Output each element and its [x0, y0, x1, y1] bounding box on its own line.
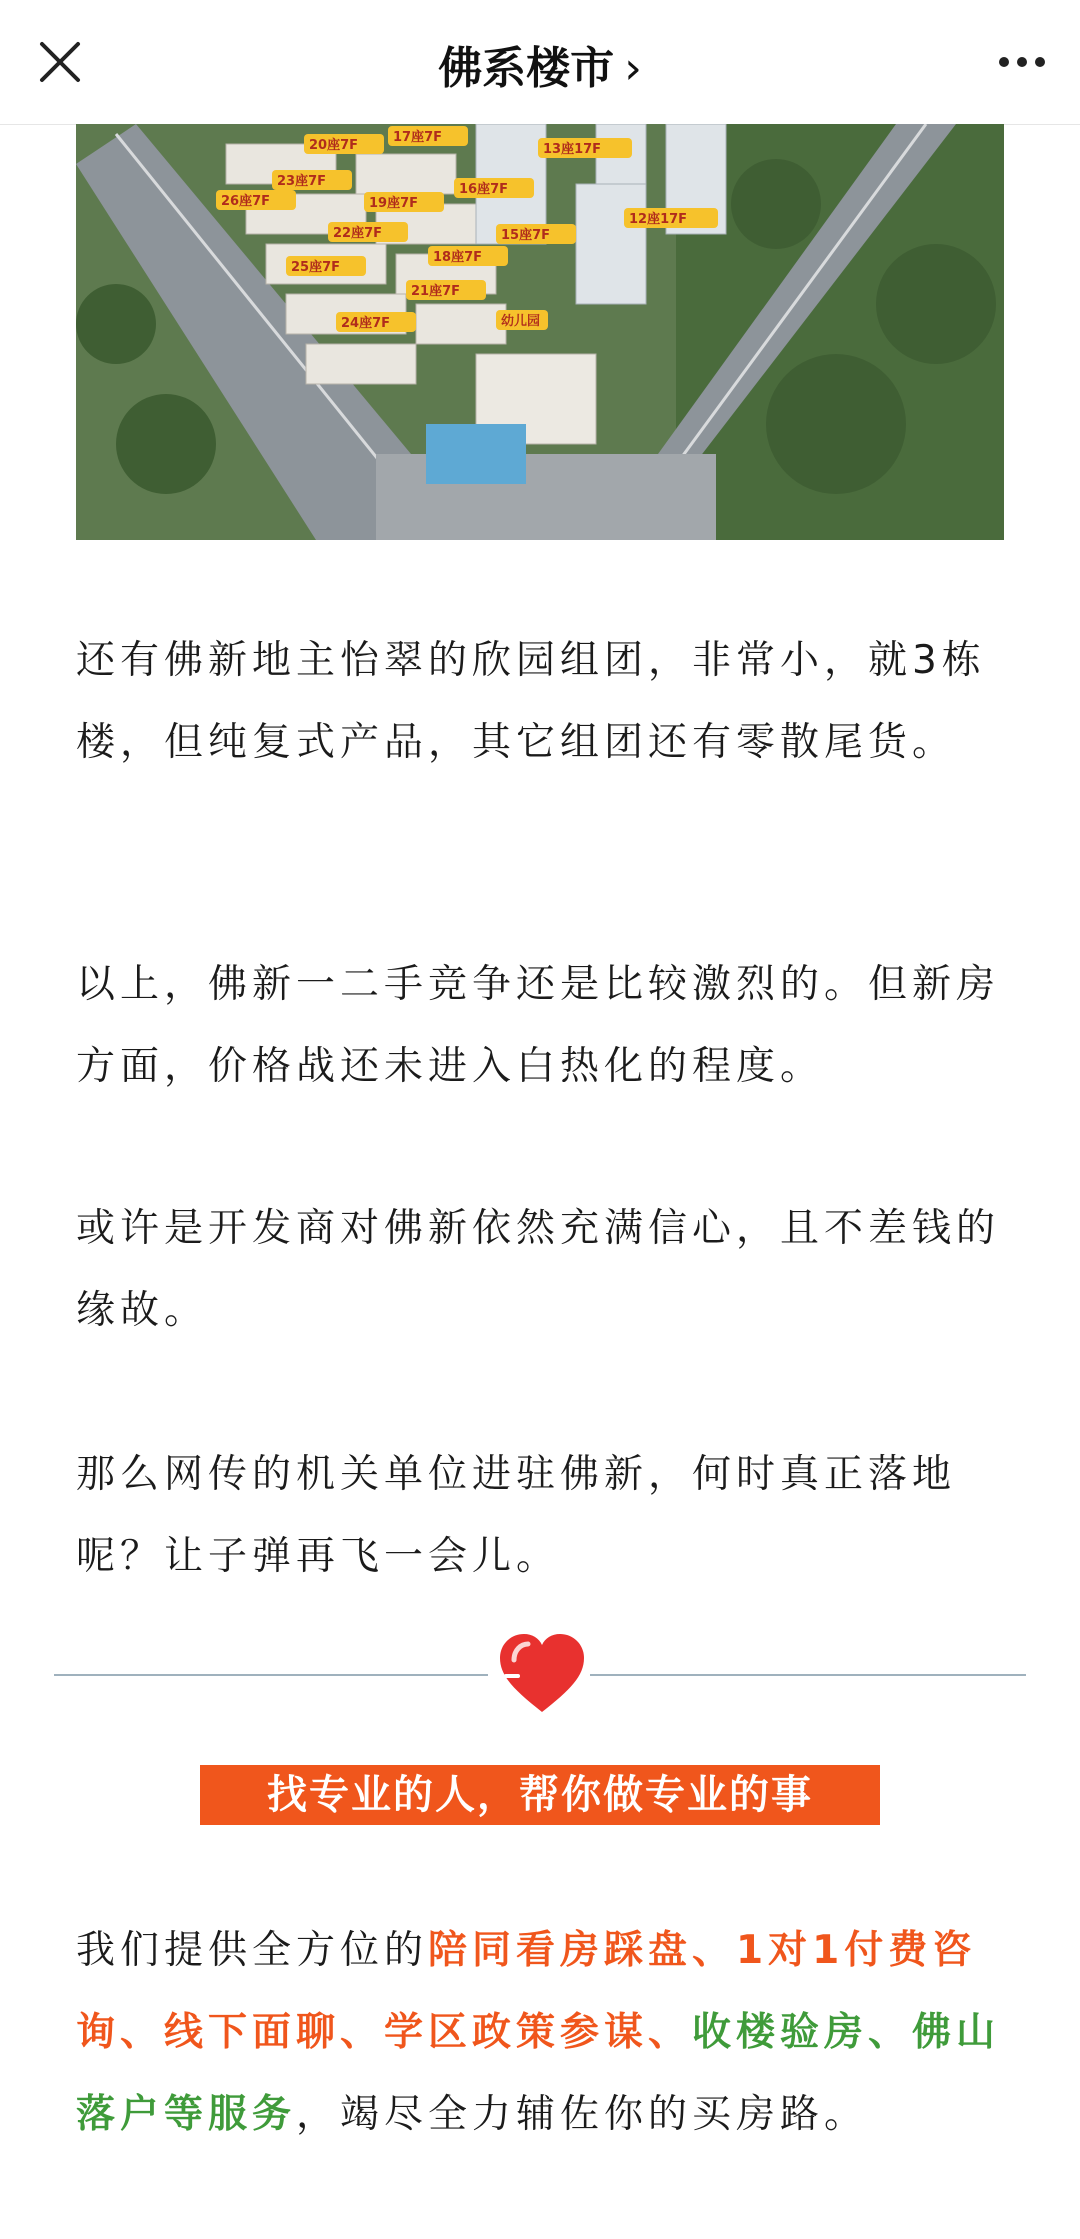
services-highlight-green: 收楼验房、佛山落户等服务	[76, 2010, 1001, 2137]
chevron-right-icon: ›	[624, 43, 642, 94]
divider-line-right	[590, 1674, 1026, 1676]
building-tag-label: 15座7F	[501, 228, 551, 243]
building-tag	[428, 246, 508, 266]
account-title-link[interactable]	[0, 32, 1080, 96]
top-navigation-bar	[0, 0, 1080, 125]
building-tag	[454, 178, 534, 198]
building-tag	[406, 280, 486, 300]
building-tag-label: 18座7F	[433, 250, 483, 265]
building-tag	[304, 134, 384, 154]
building-tag-label: 19座7F	[369, 196, 419, 211]
section-divider	[54, 1618, 1026, 1728]
building-tag	[538, 138, 632, 158]
building-tag-label: 幼儿园	[501, 314, 541, 329]
building-tag-label: 12座17F	[629, 212, 688, 227]
article-paragraph-2: 以上，佛新一二手竞争还是比较激烈的。但新房方面，价格战还未进入白热化的程度。	[76, 962, 1001, 1089]
building-tag-label: 16座7F	[459, 182, 509, 197]
article-paragraph-3: 或许是开发商对佛新依然充满信心，且不差钱的缘故。	[76, 1206, 1001, 1333]
building-tag	[272, 170, 352, 190]
building-tag-label: 13座17F	[543, 142, 602, 157]
divider-line-left	[54, 1674, 488, 1676]
building-tag	[624, 208, 718, 228]
more-horizontal-icon	[986, 30, 1058, 94]
services-intro: 我们提供全方位的	[76, 1928, 429, 1973]
building-tag	[496, 224, 576, 244]
building-tag-label: 25座7F	[291, 260, 341, 275]
building-tag-label: 24座7F	[341, 316, 391, 331]
article-paragraph-4: 那么网传的机关单位进驻佛新，何时真正落地呢？让子弹再飞一会儿。	[76, 1452, 957, 1579]
article-paragraph-1: 还有佛新地主怡翠的欣园组团，非常小，就3栋楼，但纯复式产品，其它组团还有零散尾货。	[76, 638, 986, 765]
aerial-rendering-image	[76, 124, 1004, 540]
building-tag	[336, 312, 416, 332]
building-tag-label: 20座7F	[309, 138, 359, 153]
page-title: 佛系楼市	[438, 43, 615, 94]
services-outro: ，竭尽全力辅佐你的买房路。	[296, 2092, 869, 2137]
building-tag	[216, 190, 296, 210]
building-tag-label: 21座7F	[411, 284, 461, 299]
building-tag	[328, 222, 408, 242]
building-tag	[496, 310, 548, 330]
building-tag-label: 17座7F	[393, 130, 443, 145]
building-tag	[286, 256, 366, 276]
promo-banner: 找专业的人，帮你做专业的事	[200, 1765, 880, 1825]
services-highlight-orange: 陪同看房踩盘、1对1付费咨询、线下面聊、学区政策参谋、	[76, 1928, 977, 2055]
building-tag	[388, 126, 468, 146]
site-plan-illustration	[76, 124, 1004, 540]
building-tag-label: 26座7F	[221, 194, 271, 209]
building-tag-label: 22座7F	[333, 226, 383, 241]
building-tag	[364, 192, 444, 212]
more-options-button[interactable]	[986, 30, 1058, 94]
building-tag-label: 23座7F	[277, 174, 327, 189]
services-paragraph	[76, 1910, 1006, 2156]
heart-icon	[494, 1626, 590, 1722]
